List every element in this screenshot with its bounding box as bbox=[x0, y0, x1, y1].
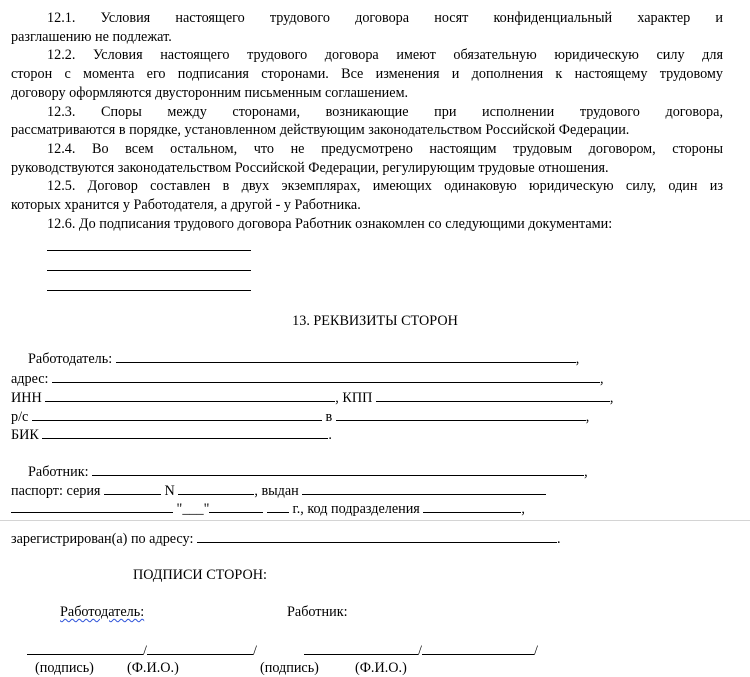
employer-signature-label bbox=[60, 603, 144, 621]
bank-label: в bbox=[325, 409, 333, 425]
employer-signature-field[interactable] bbox=[27, 641, 143, 655]
employee-signature-line bbox=[304, 641, 538, 660]
clause-12-2 bbox=[11, 46, 723, 102]
employer-inn-row bbox=[11, 388, 613, 407]
passport-date-row bbox=[11, 499, 525, 518]
slash: / bbox=[533, 643, 538, 659]
account-label: р/с bbox=[11, 409, 29, 425]
documents-blank-line bbox=[47, 250, 251, 251]
employee-signature-label: Работник: bbox=[287, 604, 348, 620]
clause-12-4 bbox=[11, 140, 723, 177]
issued-by-cont-field[interactable] bbox=[11, 499, 173, 513]
kpp-field[interactable] bbox=[376, 388, 610, 402]
department-code-field[interactable] bbox=[423, 499, 521, 513]
employee-fio-field[interactable] bbox=[422, 641, 534, 655]
clause-line: 12.4. Во всем остальном, что не предусмотрено настоящим трудовым договором, стороны bbox=[47, 140, 723, 157]
bik-label: БИК bbox=[11, 427, 39, 443]
employer-name-field[interactable] bbox=[116, 349, 576, 363]
account-field[interactable] bbox=[32, 407, 322, 421]
comma: , bbox=[600, 371, 604, 387]
period: . bbox=[328, 427, 332, 443]
slash: / bbox=[418, 643, 422, 659]
clause-line: разглашению не подлежат. bbox=[11, 28, 172, 45]
passport-number-label: N bbox=[164, 483, 175, 499]
employer-address-row bbox=[11, 369, 604, 388]
passport-number-field[interactable] bbox=[178, 481, 254, 495]
passport-series-label: паспорт: серия bbox=[11, 483, 101, 499]
clause-line: которых хранится у Работодателя, а другой - у Работника. bbox=[11, 197, 361, 214]
month-field[interactable] bbox=[209, 499, 263, 513]
employer-bik-row bbox=[11, 425, 332, 444]
comma: , bbox=[575, 351, 580, 367]
registered-address-field[interactable] bbox=[197, 529, 557, 543]
employer-fio-field[interactable] bbox=[147, 641, 253, 655]
employee-row bbox=[28, 462, 588, 481]
inn-label: ИНН bbox=[11, 390, 42, 406]
documents-blank-line bbox=[47, 290, 251, 291]
date-quote: "___" bbox=[176, 501, 210, 517]
employer-name-caption: (Ф.И.О.) bbox=[127, 660, 179, 676]
comma: , bbox=[584, 464, 588, 480]
inn-field[interactable] bbox=[45, 388, 335, 402]
clause-12-1 bbox=[11, 9, 723, 46]
clause-line: руководствуются законодательством Российской Федерации, регулирующим трудовые отношения. bbox=[11, 159, 609, 176]
year-label: г., код подразделения bbox=[292, 501, 420, 517]
employee-label: Работник: bbox=[28, 464, 89, 480]
bik-field[interactable] bbox=[42, 425, 328, 439]
comma: , bbox=[609, 390, 614, 406]
employer-signature-label-text: Работодатель: bbox=[60, 604, 145, 620]
section-title: 13. РЕКВИЗИТЫ СТОРОН bbox=[292, 313, 458, 329]
slash: / bbox=[143, 643, 147, 659]
slash: / bbox=[252, 643, 257, 659]
passport-series-field[interactable] bbox=[104, 481, 161, 495]
page-divider bbox=[0, 520, 750, 521]
issued-by-field[interactable] bbox=[302, 481, 546, 495]
passport-row bbox=[11, 481, 546, 500]
employer-row bbox=[28, 349, 579, 368]
clause-line: рассматриваются в порядке, установленном действующим законодательством Российской Федерации. bbox=[11, 122, 630, 139]
employer-account-row bbox=[11, 407, 589, 426]
employer-label: Работодатель: bbox=[28, 351, 113, 367]
comma: , bbox=[585, 409, 590, 425]
clause-line: 12.3. Споры между сторонами, возникающие при исполнении трудового договора, bbox=[47, 103, 723, 120]
signatures-title: ПОДПИСИ СТОРОН: bbox=[133, 567, 267, 583]
clause-12-3 bbox=[11, 103, 723, 140]
period: . bbox=[556, 531, 561, 547]
bank-field[interactable] bbox=[336, 407, 586, 421]
issued-label: , выдан bbox=[254, 483, 299, 499]
employee-name-caption: (Ф.И.О.) bbox=[355, 660, 407, 676]
employee-signature-caption: (подпись) bbox=[260, 660, 319, 676]
registered-address-row bbox=[11, 529, 561, 548]
registered-label: зарегистрирован(а) по адресу: bbox=[11, 531, 194, 547]
employee-name-field[interactable] bbox=[92, 462, 584, 476]
kpp-label: , КПП bbox=[335, 390, 373, 406]
employer-address-field[interactable] bbox=[52, 369, 600, 383]
clause-line: сторон с момента его подписания сторонами. Все изменения и дополнения к настоящему трудовому bbox=[11, 66, 723, 83]
address-label: адрес: bbox=[11, 371, 49, 387]
clause-line: 12.6. До подписания трудового договора Работник ознакомлен со следующими документами: bbox=[47, 215, 613, 232]
clause-12-5 bbox=[11, 177, 723, 214]
clauses-section bbox=[11, 9, 723, 233]
year-field[interactable] bbox=[267, 499, 289, 513]
employer-signature-line bbox=[27, 641, 257, 660]
clause-line: 12.2. Условия настоящего трудового договора имеют обязательную юридическую силу для bbox=[47, 47, 723, 64]
clause-line: договору оформляются двусторонним письменным соглашением. bbox=[11, 84, 409, 101]
employer-signature-caption: (подпись) bbox=[35, 660, 94, 676]
employee-signature-field[interactable] bbox=[304, 641, 418, 655]
clause-line: 12.5. Договор составлен в двух экземплярах, имеющих одинаковую юридическую силу, один из bbox=[47, 178, 723, 195]
clause-line: 12.1. Условия настоящего трудового договора носят конфиденциальный характер и bbox=[47, 10, 723, 26]
documents-blank-line bbox=[47, 270, 251, 271]
clause-12-6 bbox=[11, 215, 723, 234]
comma: , bbox=[521, 501, 525, 517]
